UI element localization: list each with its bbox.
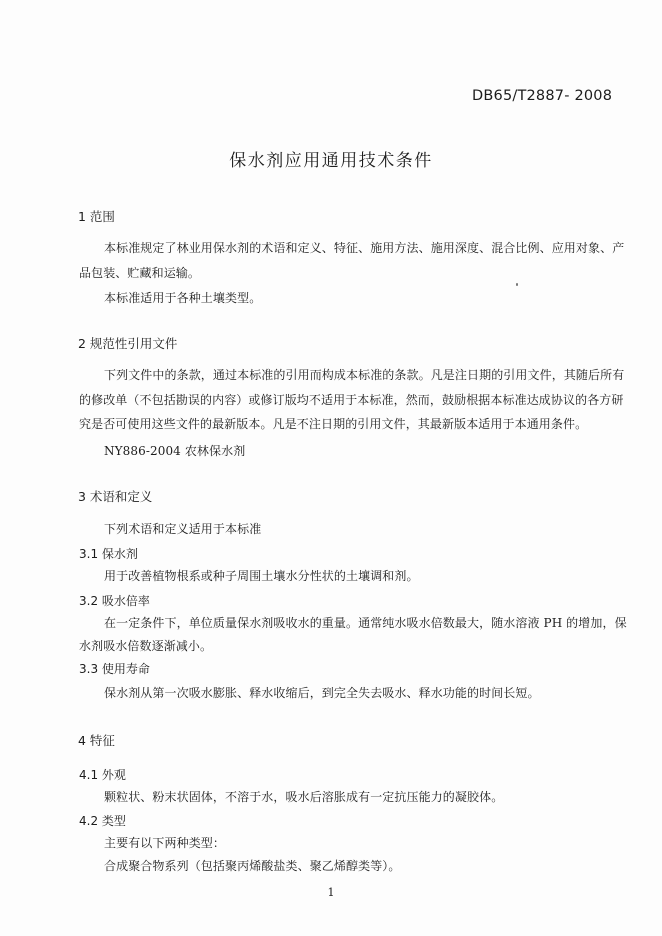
standard-code: DB65/T2887- 2008: [472, 88, 613, 104]
term-3-1-heading: 3.1 保水剂: [79, 547, 138, 561]
feature-4-2-heading: 4.2 类型: [79, 814, 126, 828]
section-2-paragraph-line: 的修改单（不包括勘误的内容）或修订版均不适用于本标准，然而，鼓励根据本标准达成协议的各方研: [79, 393, 624, 407]
normative-reference: NY886-2004 农林保水剂: [104, 444, 246, 458]
term-3-2-definition-line: 在一定条件下，单位质量保水剂吸收水的重量。通常纯水吸水倍数最大，随水溶液 PH 的增加，保: [104, 616, 627, 630]
scan-speck: [516, 283, 518, 286]
section-1-paragraph-line: 本标准规定了林业用保水剂的术语和定义、特征、施用方法、施用深度、混合比例、应用对象、产: [104, 241, 625, 255]
section-3-heading: 3 术语和定义: [78, 489, 153, 504]
feature-4-1-text: 颗粒状、粉末状固体，不溶于水，吸水后溶胀成有一定抗压能力的凝胶体。: [104, 790, 504, 804]
section-2-heading: 2 规范性引用文件: [78, 336, 178, 351]
section-3-intro: 下列术语和定义适用于本标准: [104, 522, 262, 536]
section-1-heading: 1 范围: [78, 209, 115, 224]
section-1-scope-line: 本标准适用于各种土壤类型。: [104, 291, 262, 305]
section-2-paragraph-line: 下列文件中的条款，通过本标准的引用而构成本标准的条款。凡是注日期的引用文件，其随后所有: [104, 368, 625, 382]
term-3-2-definition-line: 水剂吸水倍数逐渐减小。: [79, 639, 213, 653]
feature-4-2-text-line: 主要有以下两种类型：: [104, 836, 226, 850]
feature-4-1-heading: 4.1 外观: [79, 768, 126, 782]
term-3-1-definition: 用于改善植物根系或种子周围土壤水分性状的土壤调和剂。: [104, 569, 419, 583]
section-4-heading: 4 特征: [78, 733, 115, 748]
document-title: 保水剂应用通用技术条件: [229, 151, 433, 171]
section-2-paragraph-line: 究是否可使用这些文件的最新版本。凡是不注日期的引用文件，其最新版本适用于本通用条件。: [79, 417, 588, 431]
term-3-2-heading: 3.2 吸水倍率: [79, 594, 150, 608]
feature-4-2-text-line: 合成聚合物系列（包括聚丙烯酸盐类、聚乙烯醇类等）。: [104, 859, 401, 873]
term-3-3-heading: 3.3 使用寿命: [79, 662, 150, 676]
term-3-3-definition: 保水剂从第一次吸水膨胀、释水收缩后，到完全失去吸水、释水功能的时间长短。: [104, 686, 540, 700]
page-number: 1: [327, 886, 335, 899]
section-1-paragraph-line: 品包装、贮藏和运输。: [79, 266, 201, 280]
